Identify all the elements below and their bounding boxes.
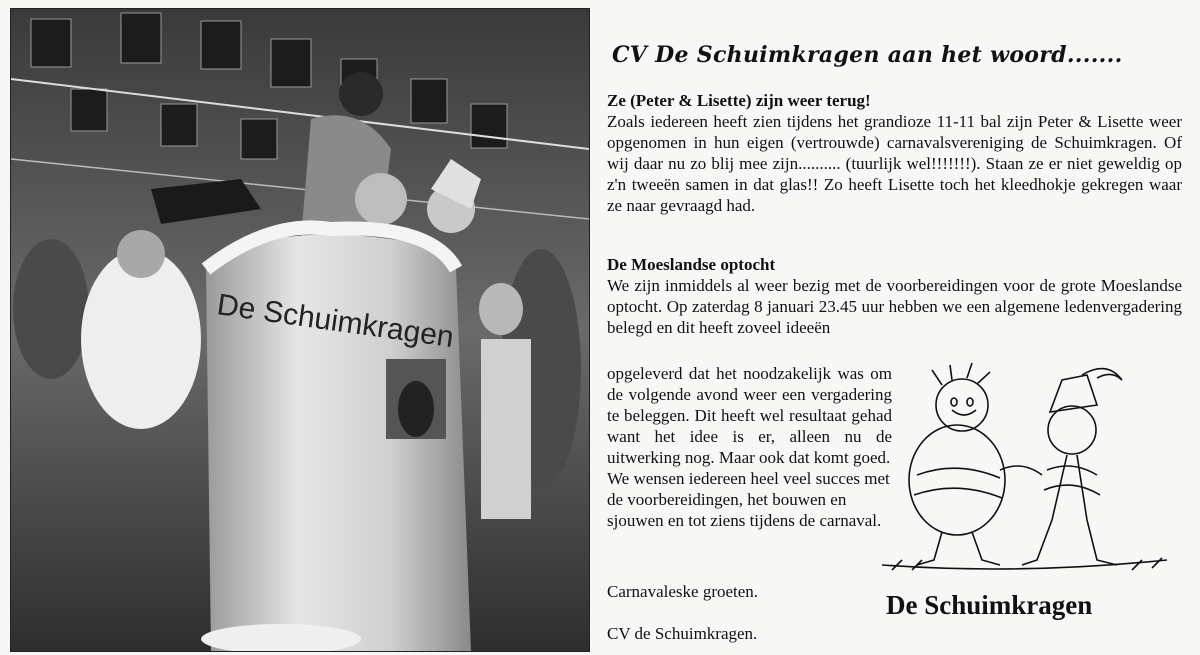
- section-body-wish: We wensen iedereen heel veel succes met de voorbereidingen, het bouwen en sjouwen en tot ziens tijdens de carnaval.: [607, 469, 890, 530]
- section-optocht-continued: [607, 363, 892, 531]
- section-body: opgeleverd dat het noodzakelijk was om de volgende avond weer een vergadering te beleggen. Dit heeft wel resultaat gehad want het idee is er, alleen nu de uitwerking nog. Maar ook dat komt goed.: [607, 364, 892, 467]
- section-body: We zijn inmiddels al weer bezig met de voorbereidingen voor de grote Moeslandse optocht. Op zaterdag 8 januari 23.45 uur hebben we een algemene ledenvergadering belegd en dit heeft zoveel ideeën: [607, 276, 1182, 337]
- cartoon-two-figures-icon: [872, 360, 1172, 575]
- section-peter-lisette: [607, 90, 1182, 216]
- photo-carnival-glass: [10, 8, 590, 652]
- cartoon-caption: De Schuimkragen: [886, 590, 1093, 620]
- page-title: CV De Schuimkragen aan het woord.......: [612, 42, 1123, 68]
- section-heading: De Moeslandse optocht: [607, 255, 776, 274]
- section-heading: Ze (Peter & Lisette) zijn weer terug!: [607, 91, 871, 110]
- section-optocht: [607, 254, 1182, 338]
- closing-greeting: Carnavaleske groeten.: [607, 582, 759, 601]
- section-body: Zoals iedereen heeft zien tijdens het grandioze 11-11 bal zijn Peter & Lisette weer opgenomen in hun eigen (vertrouwde) carnavalsvereniging de Schuimkragen. Of wij daar nu zo blij mee zijn.......... (tuurlijk wel!!!!!!!). Staan ze er niet geweldig op z'n tweeën samen in dat glas!! Zo heeft Lisette toch het kleedhokje gekregen waar ze naar gevraagd had.: [607, 112, 1182, 215]
- cup-label: De Schuimkragen: [215, 288, 456, 355]
- closing-signature: CV de Schuimkragen.: [607, 624, 758, 643]
